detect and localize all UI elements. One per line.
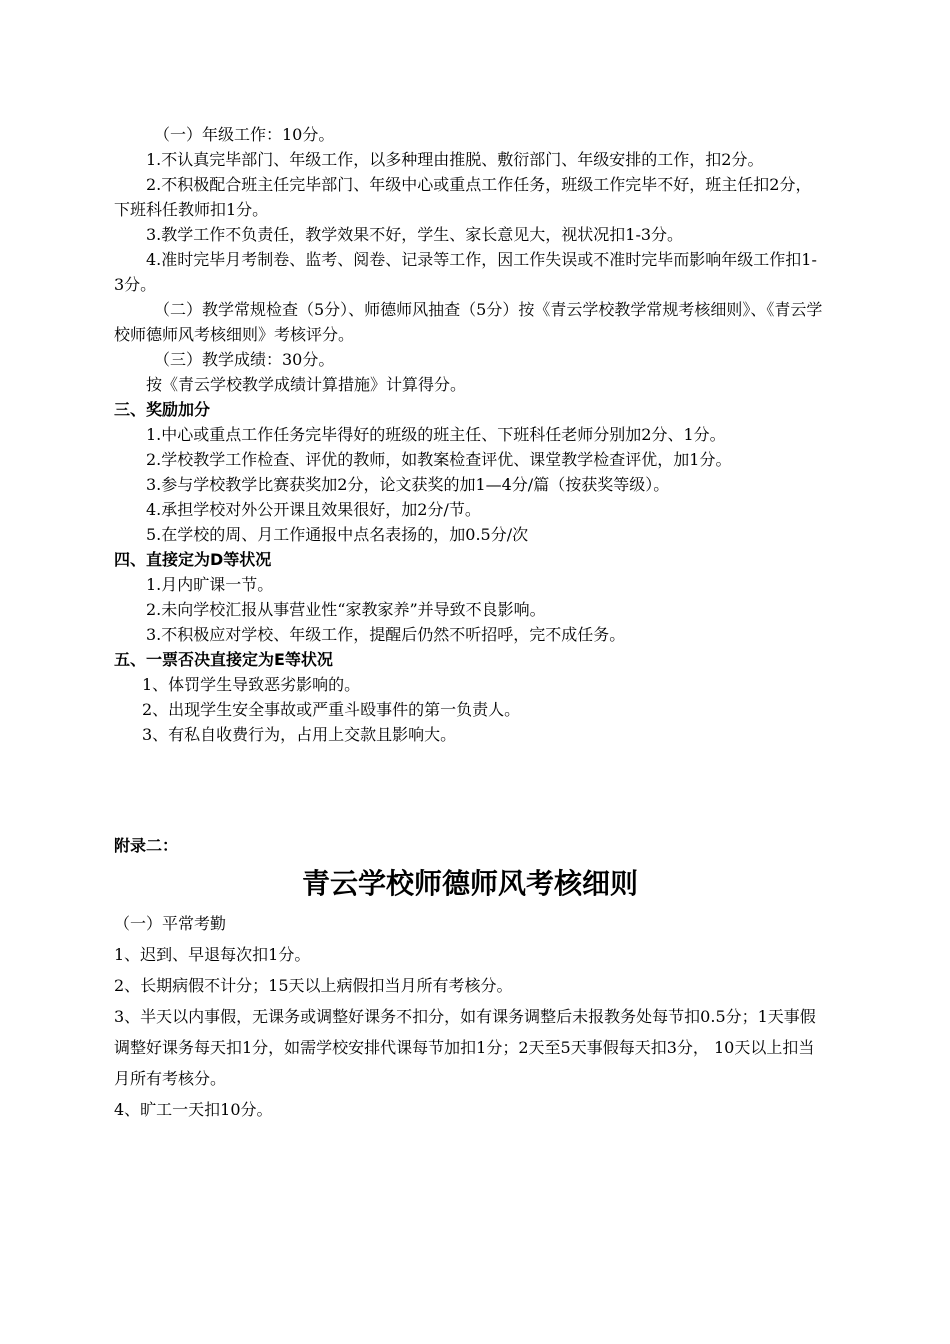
- attendance-item-2: 2、长期病假不计分；15天以上病假扣当月所有考核分。: [114, 976, 513, 995]
- attendance-item-3: 3、半天以内事假，无课务或调整好课务不扣分，如有课务调整后未报教务处每节扣0.5分；1天事假调整好课务每天扣1分，如需学校安排代课每节加扣1分；2天至5天事假每天扣3分， 10天以上扣当月所有考核分。: [114, 1007, 816, 1088]
- appendix-title: 青云学校师德师风考核细则: [301, 867, 638, 900]
- bonus-heading: 三、奖励加分: [114, 400, 211, 419]
- grade-d-item-1: 1.月内旷课一节。: [146, 575, 274, 594]
- grade-d-item-3: 3.不积极应对学校、年级工作，提醒后仍然不听招呼，完不成任务。: [146, 625, 626, 644]
- grade-d-heading: 四、直接定为D等状况: [114, 550, 272, 569]
- bonus-item-3: 3.参与学校教学比赛获奖加2分，论文获奖的加1—4分/篇（按获奖等级）。: [146, 475, 670, 494]
- document-page: [114, 122, 826, 1125]
- bonus-item-5: 5.在学校的周、月工作通报中点名表扬的，加0.5分/次: [146, 525, 529, 544]
- bonus-item-4: 4.承担学校对外公开课且效果很好，加2分/节。: [146, 500, 481, 519]
- grade-e-item-3: 3、有私自收费行为，占用上交款且影响大。: [142, 725, 457, 744]
- grade-d-item-2: 2.未向学校汇报从事营业性“家教家养”并导致不良影响。: [146, 600, 546, 619]
- attendance-item-1: 1、迟到、早退每次扣1分。: [114, 945, 311, 964]
- grade-item-1: 1.不认真完毕部门、年级工作，以多种理由推脱、敷衍部门、年级安排的工作，扣2分。: [146, 150, 764, 169]
- grade-item-4: 4.准时完毕月考制卷、监考、阅卷、记录等工作，因工作失误或不准时完毕而影响年级工作扣1-3分。: [114, 250, 817, 294]
- bonus-item-2: 2.学校教学工作检查、评优的教师，如教案检查评优、课堂教学检查评优，加1分。: [146, 450, 732, 469]
- teaching-results-heading: （三）教学成绩：30分。: [154, 350, 335, 369]
- grade-item-2: 2.不积极配合班主任完毕部门、年级中心或重点工作任务，班级工作完毕不好，班主任扣2分，下班科任教师扣1分。: [114, 175, 812, 219]
- grade-item-3: 3.教学工作不负责任，教学效果不好，学生、家长意见大，视状况扣1-3分。: [146, 225, 684, 244]
- attendance-item-4: 4、旷工一天扣10分。: [114, 1100, 273, 1119]
- grade-e-item-2: 2、出现学生安全事故或严重斗殴事件的第一负责人。: [142, 700, 521, 719]
- grade-work-heading: （一）年级工作：10分。: [154, 125, 335, 144]
- appendix-label: 附录二：: [114, 836, 179, 855]
- bonus-item-1: 1.中心或重点工作任务完毕得好的班级的班主任、下班科任老师分别加2分、1分。: [146, 425, 726, 444]
- grade-e-item-1: 1、体罚学生导致恶劣影响的。: [142, 675, 361, 694]
- teaching-results-text: 按《青云学校教学成绩计算措施》计算得分。: [146, 375, 467, 394]
- grade-e-heading: 五、一票否决直接定为E等状况: [114, 650, 333, 669]
- routine-check-paragraph: （二）教学常规检查（5分）、师德师风抽查（5分）按《青云学校教学常规考核细则》、《青云学校师德师风考核细则》考核评分。: [114, 300, 823, 344]
- attendance-subheading: （一）平常考勤: [114, 914, 227, 933]
